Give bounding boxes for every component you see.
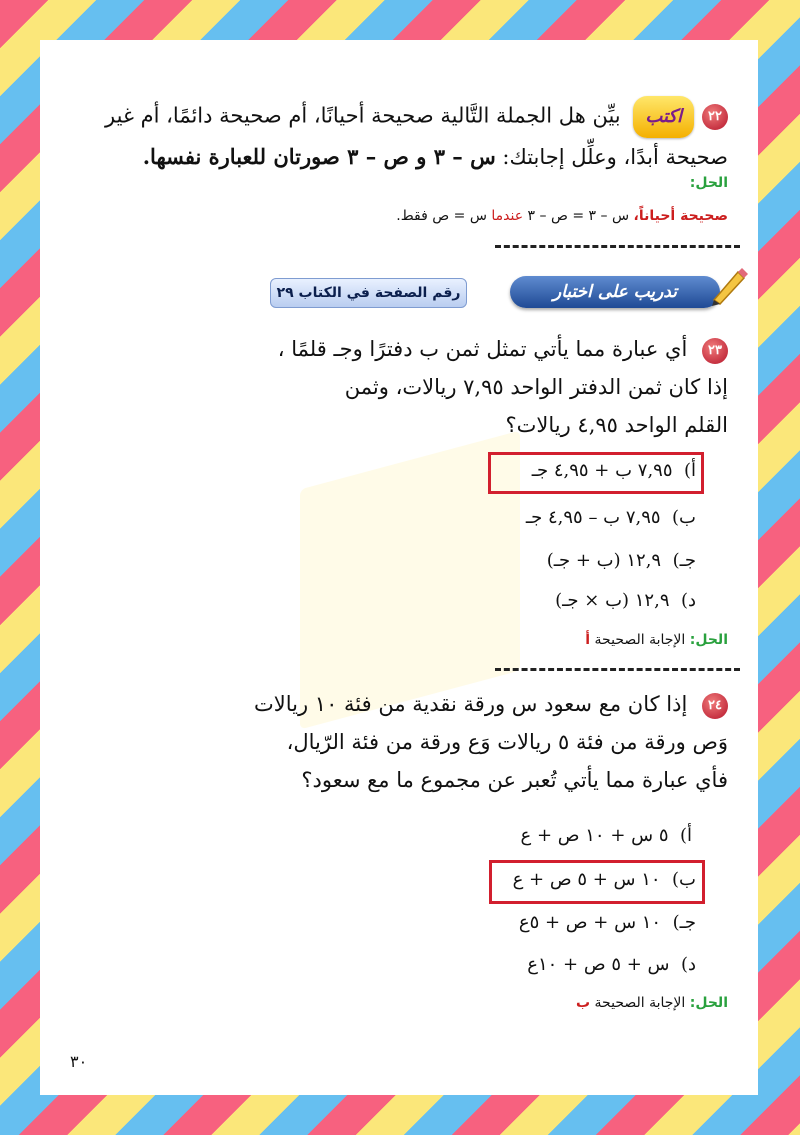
option-label: ب) (672, 507, 696, 528)
write-badge: اكتب (633, 96, 694, 138)
answer-mid: س – ٣ = ص – ٣ (527, 208, 630, 224)
option-b (526, 507, 696, 528)
question-text-bold: س – ٣ و ص – ٣ صورتان للعبارة نفسها. (142, 144, 496, 169)
solution-answer: ب (576, 995, 591, 1011)
question-text-line1: أي عبارة مما يأتي تمثل ثمن ب دفترًا وجـ قلمًا ، (277, 337, 688, 361)
solution-label: الحل: (689, 632, 728, 648)
option-text: ٥ س + ١٠ ص + ع (520, 825, 669, 846)
question-22 (88, 96, 728, 176)
page-reference-label: رقم الصفحة في الكتاب ٢٩ (270, 278, 467, 308)
option-text: ٧,٩٥ ب – ٤,٩٥ جـ (525, 507, 661, 528)
option-d (527, 954, 696, 975)
question-24 (88, 685, 728, 799)
question-text-line2: إذا كان ثمن الدفتر الواحد ٧,٩٥ ريالات، وثمن (344, 375, 728, 399)
option-text: ٧,٩٥ ب + ٤,٩٥ جـ (531, 460, 673, 481)
solution-text: الإجابة الصحيحة (594, 995, 686, 1011)
solution-22 (88, 208, 728, 224)
question-number-badge: ٢٣ (702, 338, 728, 364)
solution-24 (88, 995, 728, 1011)
option-label: ب) (672, 869, 696, 890)
solution-text: الإجابة الصحيحة (594, 632, 686, 648)
answer-end: س = ص فقط. (396, 208, 487, 224)
solution-label-22 (88, 172, 728, 191)
option-a (532, 460, 696, 481)
question-text-line1: إذا كان مع سعود س ورقة نقدية من فئة ١٠ ريالات (253, 692, 688, 716)
page-number: ٣٠ (70, 1052, 88, 1071)
option-text: ١٠ س + ص + ٥ع (518, 912, 662, 933)
question-number-badge: ٢٤ (702, 693, 728, 719)
question-23 (88, 330, 728, 444)
divider (495, 245, 740, 248)
option-text: س + ٥ ص + ١٠ع (527, 954, 670, 975)
solution-answer: أ (585, 632, 591, 648)
option-text: ١٠ س + ٥ ص + ع (512, 869, 661, 890)
question-text-line3: فأي عبارة مما يأتي تُعبر عن مجموع ما مع سعود؟ (301, 768, 728, 792)
option-a (521, 825, 692, 846)
practice-banner (270, 270, 750, 318)
option-label: د) (680, 954, 696, 975)
option-label: أ) (683, 460, 696, 481)
pencil-icon (706, 264, 750, 308)
question-text-line2: صحيحة أبدًا، وعلِّل إجابتك: (502, 145, 728, 169)
question-text-line2: وَص ورقة من فئة ٥ ريالات وَع ورقة من فئة الرّيال، (286, 730, 728, 754)
answer-red: صحيحة أحياناً، (633, 208, 728, 224)
option-text: ١٢,٩ (ب × جـ) (555, 590, 670, 611)
page (40, 40, 758, 1095)
option-label: جـ) (672, 550, 696, 571)
option-label: أ) (679, 825, 692, 846)
question-number-badge: ٢٢ (702, 104, 728, 130)
question-text-line3: القلم الواحد ٤,٩٥ ريالات؟ (505, 413, 728, 437)
solution-label: الحل: (689, 175, 728, 191)
option-d (555, 590, 696, 611)
answer-when: عندما (491, 208, 524, 224)
option-label: د) (680, 590, 696, 611)
solution-label: الحل: (689, 995, 728, 1011)
option-c (547, 550, 696, 571)
option-label: جـ) (672, 912, 696, 933)
question-text-line1: بيِّن هل الجملة التَّالية صحيحة أحيانًا، أم صحيحة دائمًا، أم غير (105, 103, 621, 128)
option-c (519, 912, 696, 933)
option-text: ١٢,٩ (ب + جـ) (546, 550, 662, 571)
banner-title: تدريب على اختبار (510, 276, 720, 308)
option-b (513, 869, 696, 890)
divider (495, 668, 740, 671)
solution-23 (88, 632, 728, 648)
